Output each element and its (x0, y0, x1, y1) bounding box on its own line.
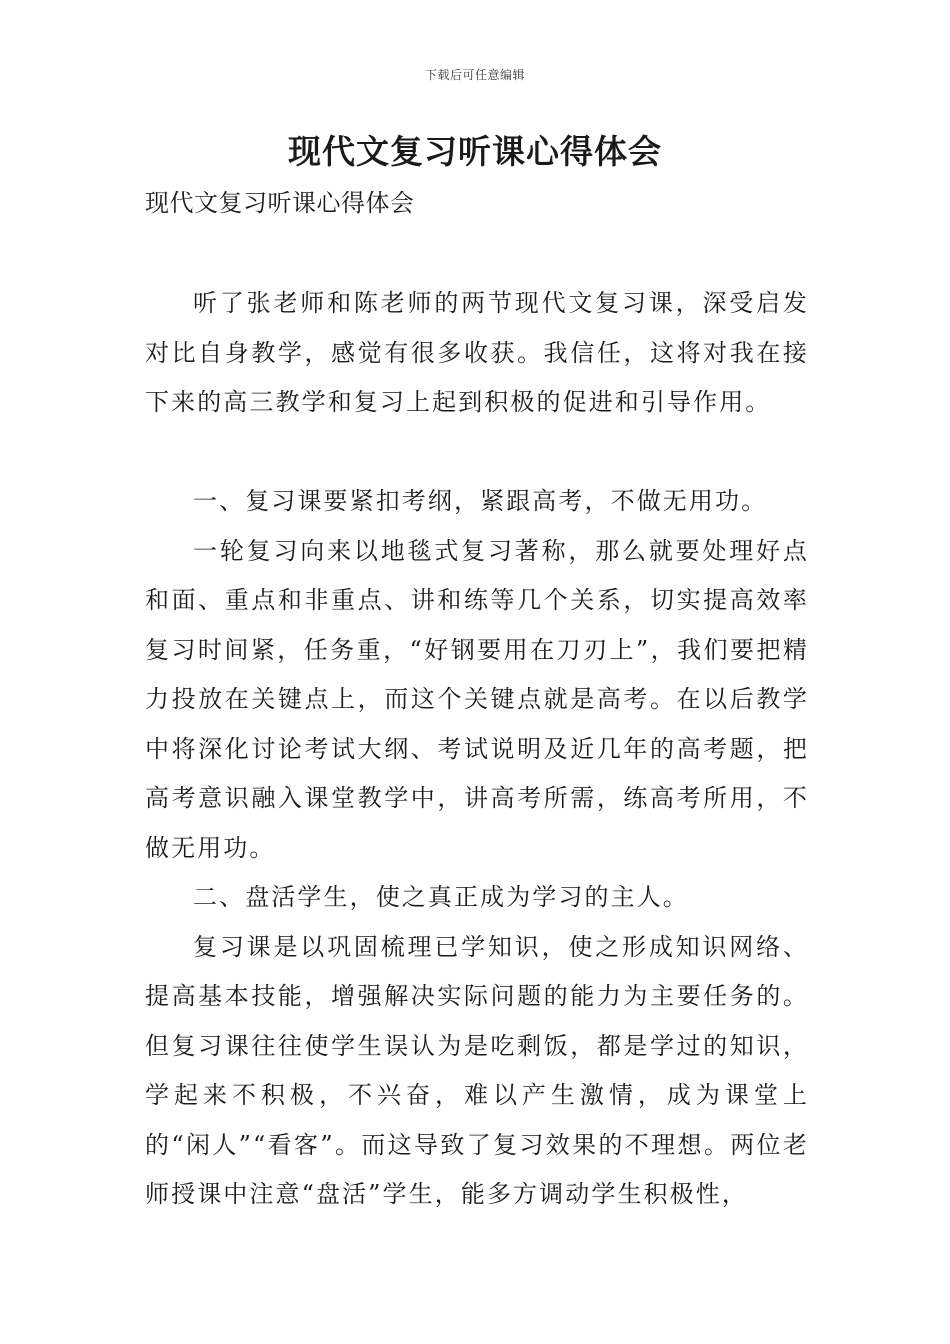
section-1-heading: 一、复习课要紧扣考纲，紧跟高考，不做无用功。 (193, 487, 768, 515)
section-2-heading: 二、盘活学生，使之真正成为学习的主人。 (193, 883, 689, 911)
intro-paragraph: 听了张老师和陈老师的两节现代文复习课，深受启发对比自身教学，感觉有很多收获。我信任，这将对我在接下来的高三教学和复习上起到积极的促进和引导作用。 (145, 289, 809, 416)
document-subtitle: 现代文复习听课心得体会 (145, 189, 415, 217)
document-title: 现代文复习听课心得体会 (288, 132, 662, 171)
intro-block (145, 279, 809, 428)
section-2-paragraph: 复习课是以巩固梳理已学知识，使之形成知识网络、提高基本技能，增强解决实际问题的能力为主要任务的。但复习课往往使学生误认为是吃剩饭，都是学过的知识，学起来不积极，不兴奋，难以产生激情，成为课堂上的“闲人”“看客”。而这导致了复习效果的不理想。两位老师授课中注意“盘活”学生，能多方调动学生积极性， (145, 932, 809, 1208)
section-1-paragraph: 一轮复习向来以地毯式复习著称，那么就要处理好点和面、重点和非重点、讲和练等几个关系，切实提高效率复习时间紧，任务重，“好钢要用在刀刃上”，我们要把精力投放在关键点上，而这个关键点就是高考。在以后教学中将深化讨论考试大纲、考试说明及近几年的高考题，把高考意识融入课堂教学中，讲高考所需，练高考所用，不做无用功。 (145, 536, 809, 862)
header-note: 下载后可任意编辑 (424, 68, 525, 82)
main-body-block (145, 477, 809, 1220)
